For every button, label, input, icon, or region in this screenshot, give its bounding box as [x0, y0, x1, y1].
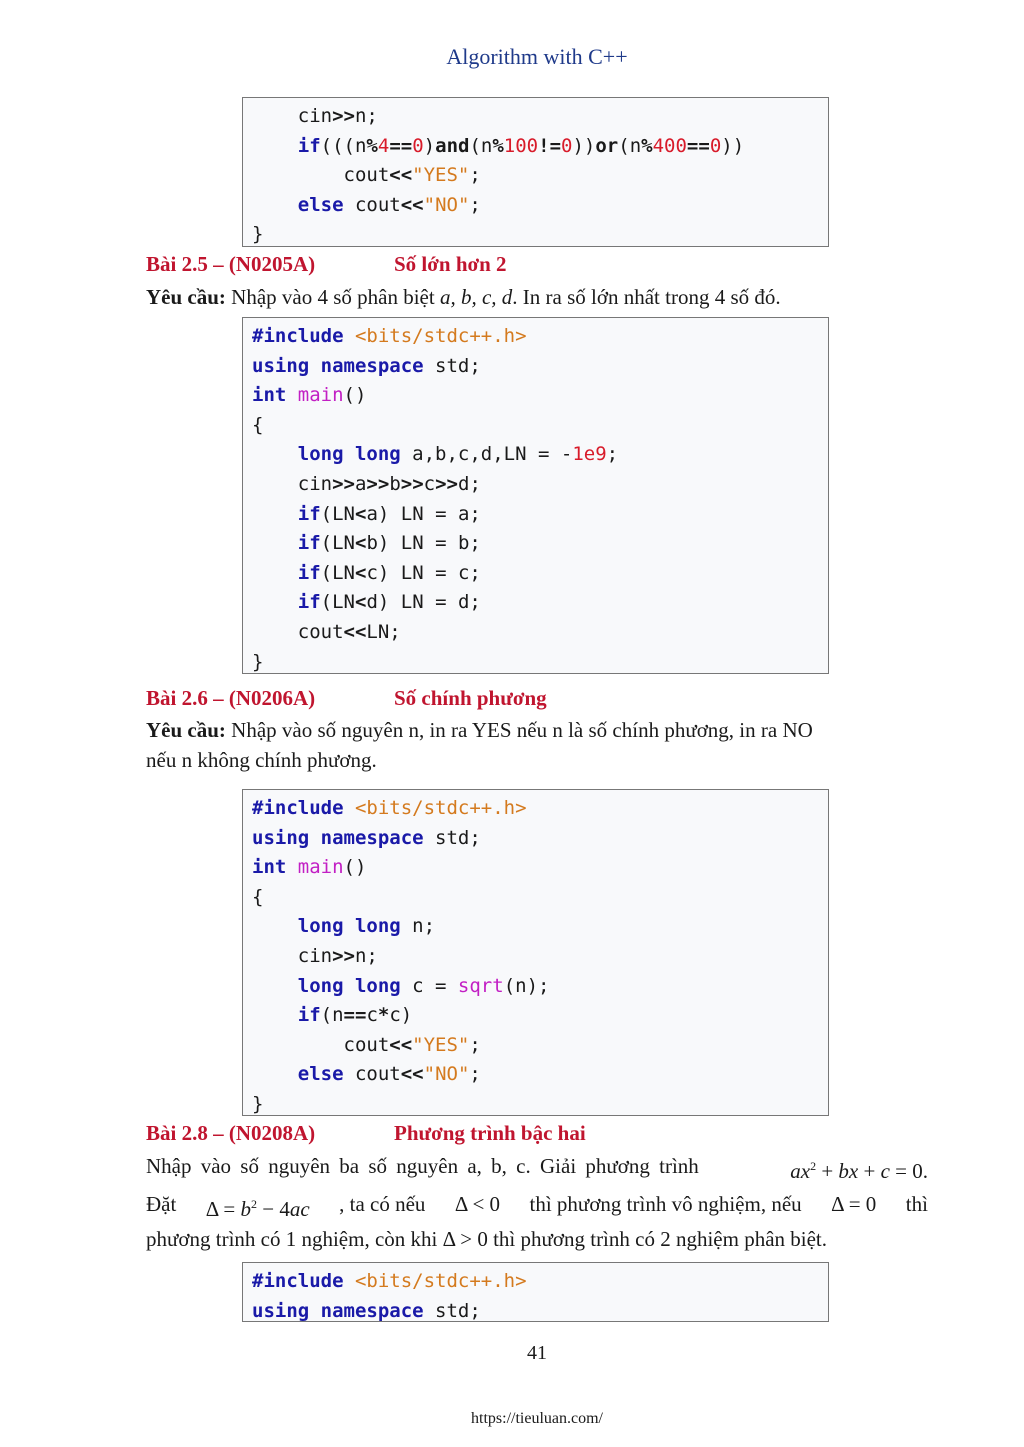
code-line: long long n;	[297, 915, 436, 938]
code-line: {	[252, 885, 264, 908]
code-line: using namespace std;	[252, 826, 481, 849]
requirement-text: Nhập vào 4 số phân biệt	[225, 285, 440, 309]
code-line: }	[252, 223, 264, 246]
exercise-requirement-2-5	[146, 282, 936, 312]
description-text: phương trình có 1 nghiệm, còn khi	[146, 1227, 438, 1251]
requirement-math: a, b, c, d	[439, 285, 513, 309]
code-line: long long c = sqrt(n);	[297, 974, 550, 997]
code-line: if(LN<d) LN = d;	[297, 591, 481, 614]
exercise-title: Số chính phương	[394, 686, 547, 710]
code-line: #include <bits/stdc++.h>	[252, 325, 527, 347]
footer-url: https://tieuluan.com/	[471, 1410, 603, 1427]
code-line: #include <bits/stdc++.h>	[252, 1270, 527, 1292]
code-line: cin>>a>>b>>c>>d;	[252, 472, 481, 495]
code-line: else cout<<"NO";	[297, 193, 481, 216]
description-text: thì phương trình vô nghiệm, nếu	[529, 1192, 802, 1216]
code-block-2	[242, 317, 829, 674]
page-number: 41	[527, 1342, 547, 1364]
equation-quadratic: $ax^2$ + bx + c = 0.	[790, 1159, 928, 1183]
code-line: using namespace std;	[252, 1299, 481, 1322]
code-line: if(LN<b) LN = b;	[297, 532, 481, 555]
code-block-4	[242, 1262, 829, 1322]
exercise-description-2-8	[146, 1151, 928, 1254]
code-line: cout<<"YES";	[252, 1033, 481, 1056]
description-text: Đặt	[146, 1192, 177, 1216]
code-line: if(LN<c) LN = c;	[297, 561, 481, 584]
code-line: int main()	[252, 856, 367, 879]
exercise-number: Bài 2.5 – (N0205A)	[146, 252, 316, 276]
code-block-1	[242, 97, 829, 247]
code-line: {	[252, 413, 264, 436]
requirement-label: Yêu cầu:	[146, 285, 226, 309]
exercise-number: Bài 2.8 – (N0208A)	[146, 1121, 316, 1145]
exercise-number: Bài 2.6 – (N0206A)	[146, 686, 316, 710]
code-line: cin>>n;	[252, 105, 378, 127]
page-header-title: Algorithm with C++	[446, 44, 628, 69]
code-line: if(n==c*c)	[297, 1004, 413, 1027]
equation-delta-negative: Δ < 0	[454, 1192, 501, 1216]
exercise-heading-2-5	[146, 252, 846, 277]
code-line: }	[252, 650, 264, 673]
code-line: long long a,b,c,d,LN = -1e9;	[297, 443, 619, 466]
description-text: thì phương trình có 2 nghiệm phân biệt.	[493, 1227, 828, 1251]
requirement-text: . In ra số lớn nhất trong 4 số đó.	[512, 285, 781, 309]
code-line: using namespace std;	[252, 354, 481, 377]
exercise-title: Số lớn hơn 2	[394, 252, 507, 276]
code-line: cin>>n;	[252, 944, 378, 967]
exercise-requirement-2-6	[146, 715, 936, 775]
description-text: thì	[905, 1192, 928, 1216]
equation-delta-positive: Δ > 0	[442, 1227, 488, 1251]
code-line: if(((n%4==0)and(n%100!=0))or(n%400==0))	[297, 134, 745, 157]
code-line: cout<<LN;	[252, 620, 401, 643]
code-line: #include <bits/stdc++.h>	[252, 797, 527, 819]
code-line: if(LN<a) LN = a;	[297, 502, 481, 525]
code-line: int main()	[252, 384, 367, 407]
exercise-heading-2-8	[146, 1121, 846, 1146]
code-line: cout<<"YES";	[252, 164, 481, 187]
requirement-text: Nhập vào số nguyên n, in ra YES nếu n là số chính phương, in ra NO	[225, 718, 813, 742]
code-line: else cout<<"NO";	[297, 1063, 481, 1086]
equation-delta: $\Delta = b^2 - 4ac$	[205, 1197, 310, 1221]
description-text: Nhập vào số nguyên ba số nguyên a, b, c. Giải phương trình	[146, 1154, 699, 1178]
requirement-text: nếu n không chính phương.	[146, 748, 377, 772]
requirement-label: Yêu cầu:	[146, 718, 226, 742]
code-line: }	[252, 1092, 264, 1115]
exercise-title: Phương trình bậc hai	[394, 1121, 586, 1145]
exercise-heading-2-6	[146, 686, 846, 711]
code-block-3	[242, 789, 829, 1116]
equation-delta-zero: Δ = 0	[831, 1192, 877, 1216]
description-text: , ta có nếu	[339, 1192, 426, 1216]
